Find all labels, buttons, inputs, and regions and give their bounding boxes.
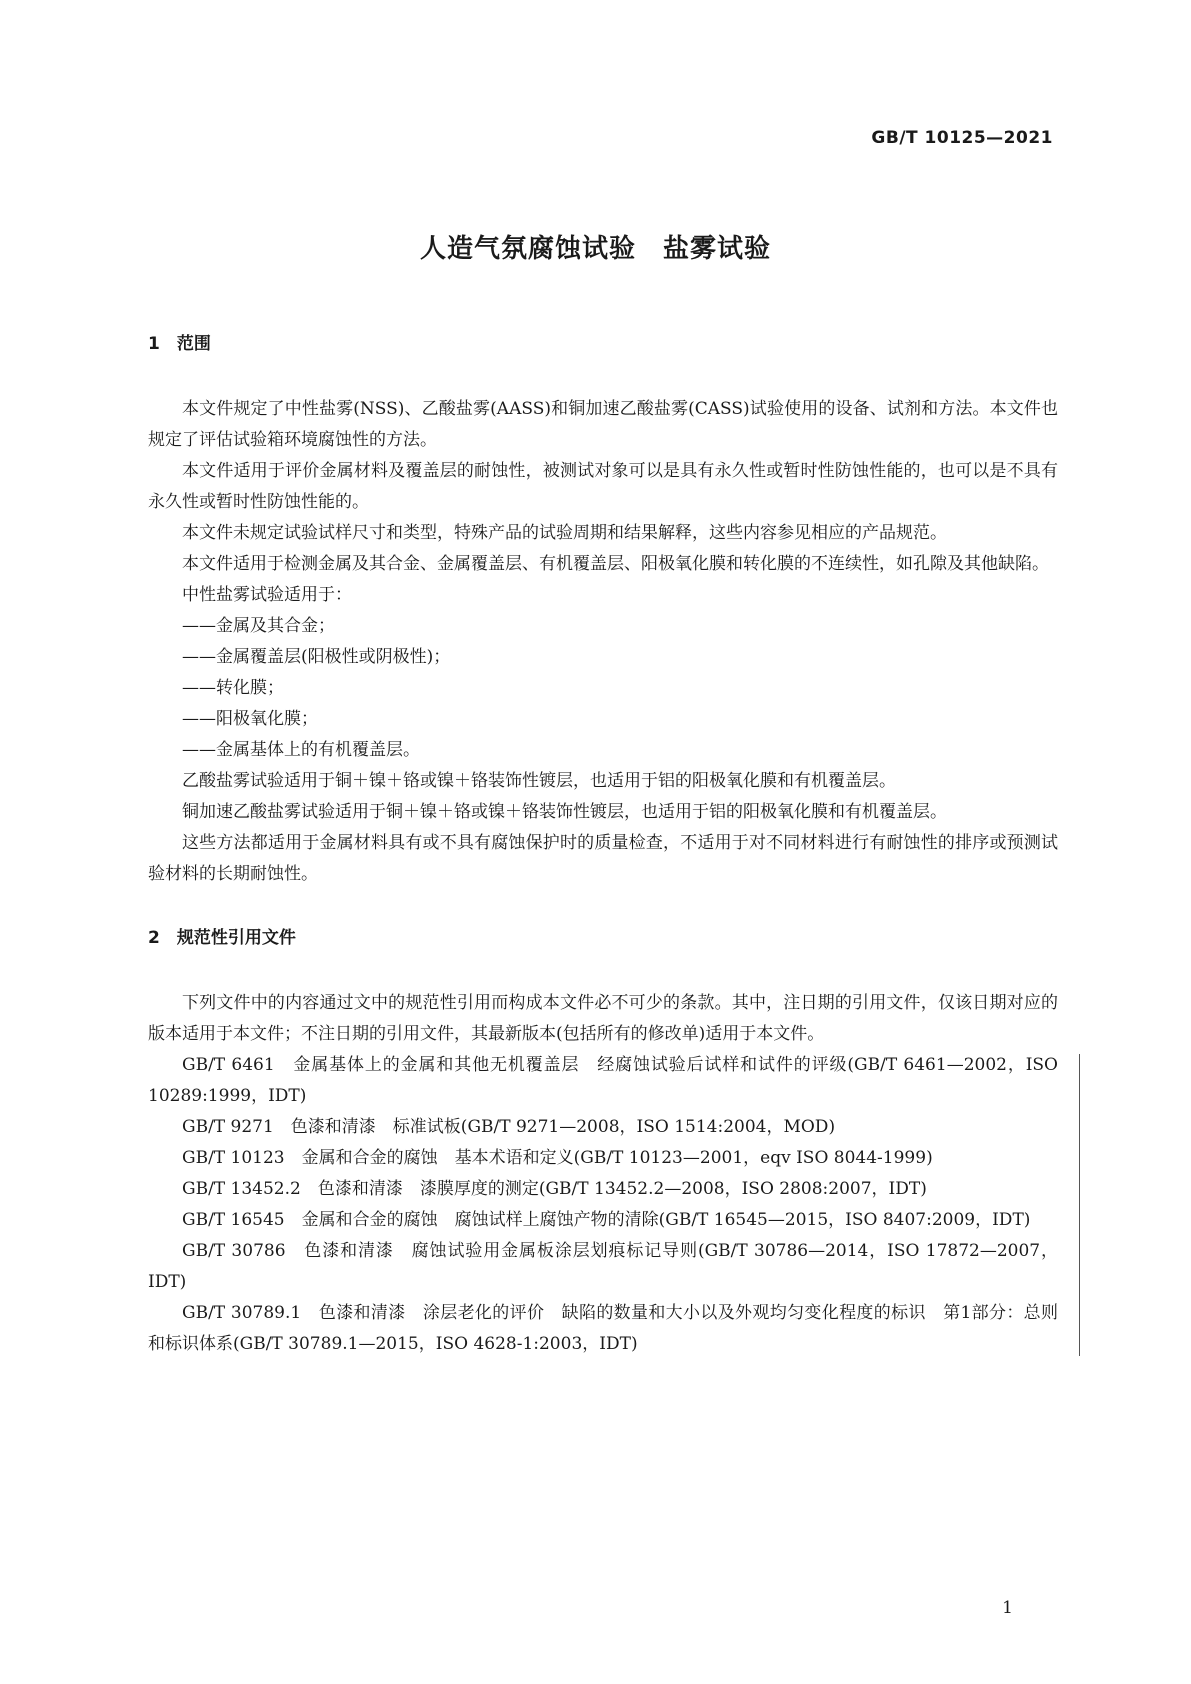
page-number: 1 [1002, 1598, 1013, 1618]
applicability-list [148, 611, 1058, 766]
paragraph: 本文件适用于检测金属及其合金、金属覆盖层、有机覆盖层、阳极氧化膜和转化膜的不连续性，如孔隙及其他缺陷。 [182, 554, 1049, 574]
reference-item: GB/T 13452.2 色漆和清漆 漆膜厚度的测定(GB/T 13452.2—2008，ISO 2808:2007，IDT) [182, 1179, 927, 1199]
normative-references-list [148, 1050, 1058, 1360]
document-body [148, 330, 1058, 1360]
list-item: ——金属覆盖层(阳极性或阴极性)； [182, 647, 451, 667]
list-item: ——转化膜； [182, 678, 284, 698]
reference-item: GB/T 9271 色漆和清漆 标准试板(GB/T 9271—2008，ISO 1514:2004，MOD) [182, 1117, 836, 1137]
list-item: ——阳极氧化膜； [182, 709, 318, 729]
list-item: ——金属基体上的有机覆盖层。 [182, 740, 420, 760]
reference-item: GB/T 16545 金属和合金的腐蚀 腐蚀试样上腐蚀产物的清除(GB/T 16545—2015，ISO 8407:2009，IDT) [182, 1210, 1031, 1230]
paragraph: 本文件规定了中性盐雾(NSS)、乙酸盐雾(AASS)和铜加速乙酸盐雾(CASS)试验使用的设备、试剂和方法。本文件也规定了评估试验箱环境腐蚀性的方法。 [148, 399, 1058, 450]
reference-item: GB/T 30789.1 色漆和清漆 涂层老化的评价 缺陷的数量和大小以及外观均匀变化程度的标识 第1部分：总则和标识体系(GB/T 30789.1—2015，ISO 4628-1:2003，IDT) [148, 1303, 1058, 1354]
paragraph: 乙酸盐雾试验适用于铜＋镍＋铬或镍＋铬装饰性镀层，也适用于铝的阳极氧化膜和有机覆盖层。 [182, 771, 896, 791]
change-bar [1079, 1054, 1080, 1356]
section-1-heading: 1 范围 [148, 334, 211, 354]
reference-item: GB/T 6461 金属基体上的金属和其他无机覆盖层 经腐蚀试验后试样和试件的评级(GB/T 6461—2002，ISO 10289:1999，IDT) [148, 1055, 1058, 1106]
reference-item: GB/T 10123 金属和合金的腐蚀 基本术语和定义(GB/T 10123—2001，eqv ISO 8044-1999) [182, 1148, 933, 1168]
document-title: 人造气氛腐蚀试验 盐雾试验 [419, 234, 771, 264]
reference-item: GB/T 30786 色漆和清漆 腐蚀试验用金属板涂层划痕标记导则(GB/T 30786—2014，ISO 17872—2007，IDT) [148, 1241, 1058, 1292]
paragraph: 中性盐雾试验适用于： [182, 585, 352, 605]
paragraph: 本文件适用于评价金属材料及覆盖层的耐蚀性，被测试对象可以是具有永久性或暂时性防蚀性能的，也可以是不具有永久性或暂时性防蚀性能的。 [148, 461, 1058, 512]
paragraph: 下列文件中的内容通过文中的规范性引用而构成本文件必不可少的条款。其中，注日期的引用文件，仅该日期对应的版本适用于本文件；不注日期的引用文件，其最新版本(包括所有的修改单)适用于本文件。 [148, 993, 1058, 1044]
list-item: ——金属及其合金； [182, 616, 335, 636]
paragraph: 这些方法都适用于金属材料具有或不具有腐蚀保护时的质量检查，不适用于对不同材料进行有耐蚀性的排序或预测试验材料的长期耐蚀性。 [148, 833, 1058, 884]
paragraph: 铜加速乙酸盐雾试验适用于铜＋镍＋铬或镍＋铬装饰性镀层，也适用于铝的阳极氧化膜和有机覆盖层。 [182, 802, 947, 822]
standard-number: GB/T 10125—2021 [871, 128, 1053, 148]
section-2-heading: 2 规范性引用文件 [148, 928, 296, 948]
paragraph: 本文件未规定试验试样尺寸和类型，特殊产品的试验周期和结果解释，这些内容参见相应的产品规范。 [182, 523, 947, 543]
